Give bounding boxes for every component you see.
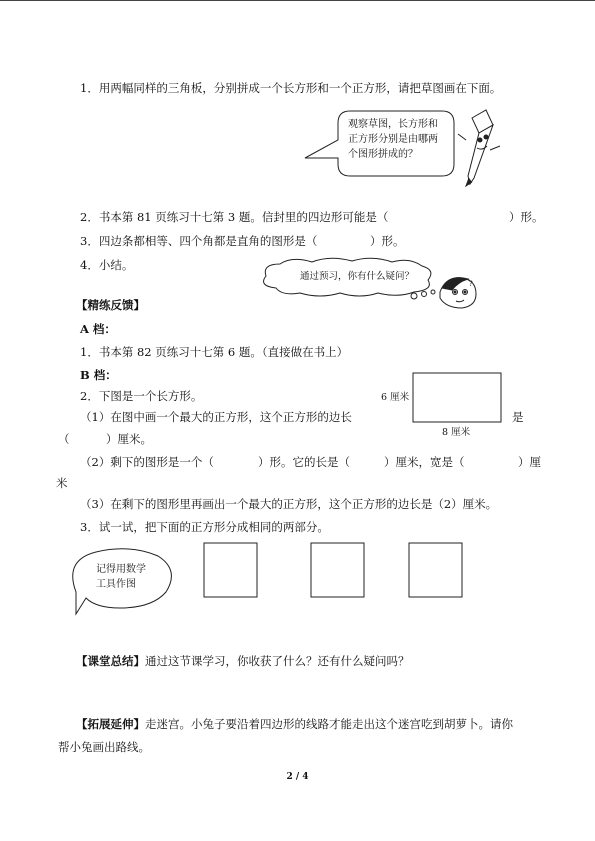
question-b3: 3．试一试，把下面的正方形分成相同的两部分。 xyxy=(80,520,329,534)
question-3-end: ）形。 xyxy=(370,234,405,248)
question-b2-2b: ）形。它的长是（ xyxy=(258,455,350,469)
extend-text-1: 走迷宫。小兔子要沿着四边形的线路才能走出这个迷宫吃到胡萝卜。请你 xyxy=(145,717,513,731)
question-b2-2d: ）厘 xyxy=(518,455,541,469)
question-b2-2c: ）厘米，宽是（ xyxy=(384,455,465,469)
thought-cloud-text: 通过预习，你有什么疑问？ xyxy=(300,271,415,282)
thought-dot xyxy=(411,293,417,299)
question-4: 4．小结。 xyxy=(80,258,134,272)
rect-width-label: 8 厘米 xyxy=(442,427,471,438)
summary-text: 通过这节课学习，你收获了什么？还有什么疑问吗？ xyxy=(145,654,410,668)
question-b2-1-paren-close: ）厘米。 xyxy=(106,432,152,446)
pencil-character-icon xyxy=(458,110,500,186)
question-b2-1-is: 是 xyxy=(512,410,524,424)
bubble-3-text xyxy=(96,562,146,592)
question-b2-1-paren-open: （ xyxy=(58,432,70,446)
level-b-label: B 档： xyxy=(80,368,117,382)
bubble-1-line: 正方形分别是由哪两 xyxy=(348,134,438,145)
rectangle-figure xyxy=(413,373,501,422)
summary-title: 【课堂总结】 xyxy=(76,654,145,668)
svg-text:?: ? xyxy=(448,282,452,290)
extend-line-1 xyxy=(76,717,513,731)
question-b2: 2．下图是一个长方形。 xyxy=(80,389,203,403)
square-1 xyxy=(204,543,257,597)
question-2: 2．书本第 81 页练习十七第 3 题。信封里的四边形可能是（ xyxy=(80,210,389,224)
cartoon-boy-icon xyxy=(440,278,476,308)
square-3 xyxy=(409,543,462,597)
bubble-3-line: 记得用数学 xyxy=(96,564,146,575)
page-number: 2 / 4 xyxy=(286,772,309,782)
question-2-end: ）形。 xyxy=(509,210,544,224)
bubble-3-line: 工具作图 xyxy=(96,579,136,590)
question-3: 3．四边条都相等、四个角都是直角的图形是（ xyxy=(80,234,318,248)
question-b2-2e: 米 xyxy=(56,476,68,490)
section-feedback-title: 【精练反馈】 xyxy=(76,298,145,312)
thought-dot xyxy=(431,290,435,294)
question-b2-3: （3）在剩下的图形里再画出一个最大的正方形，这个正方形的边长是（2）厘米。 xyxy=(80,497,498,511)
rect-height-label: 6 厘米 xyxy=(381,392,410,403)
thought-dot xyxy=(422,292,427,297)
level-a-label: A 档： xyxy=(80,322,116,336)
extend-title: 【拓展延伸】 xyxy=(76,717,145,731)
square-2 xyxy=(311,543,364,597)
question-b2-2a: （2）剩下的图形是一个（ xyxy=(80,455,214,469)
question-b2-1: （1）在图中画一个最大的正方形，这个正方形的边长 xyxy=(80,410,352,424)
extend-line-2: 帮小兔画出路线。 xyxy=(58,740,150,754)
svg-text:?: ? xyxy=(469,280,473,288)
bubble-1-line: 个图形拼成的？ xyxy=(348,149,418,160)
bubble-1-text xyxy=(348,117,438,162)
question-a1: 1．书本第 82 页练习十七第 6 题。（直接做在书上） xyxy=(80,345,349,359)
question-1: 1．用两幅同样的三角板，分别拼成一个长方形和一个正方形，请把草图画在下面。 xyxy=(80,81,502,95)
bubble-1-line: 观察草图，长方形和 xyxy=(348,119,438,130)
summary-line xyxy=(76,654,410,668)
